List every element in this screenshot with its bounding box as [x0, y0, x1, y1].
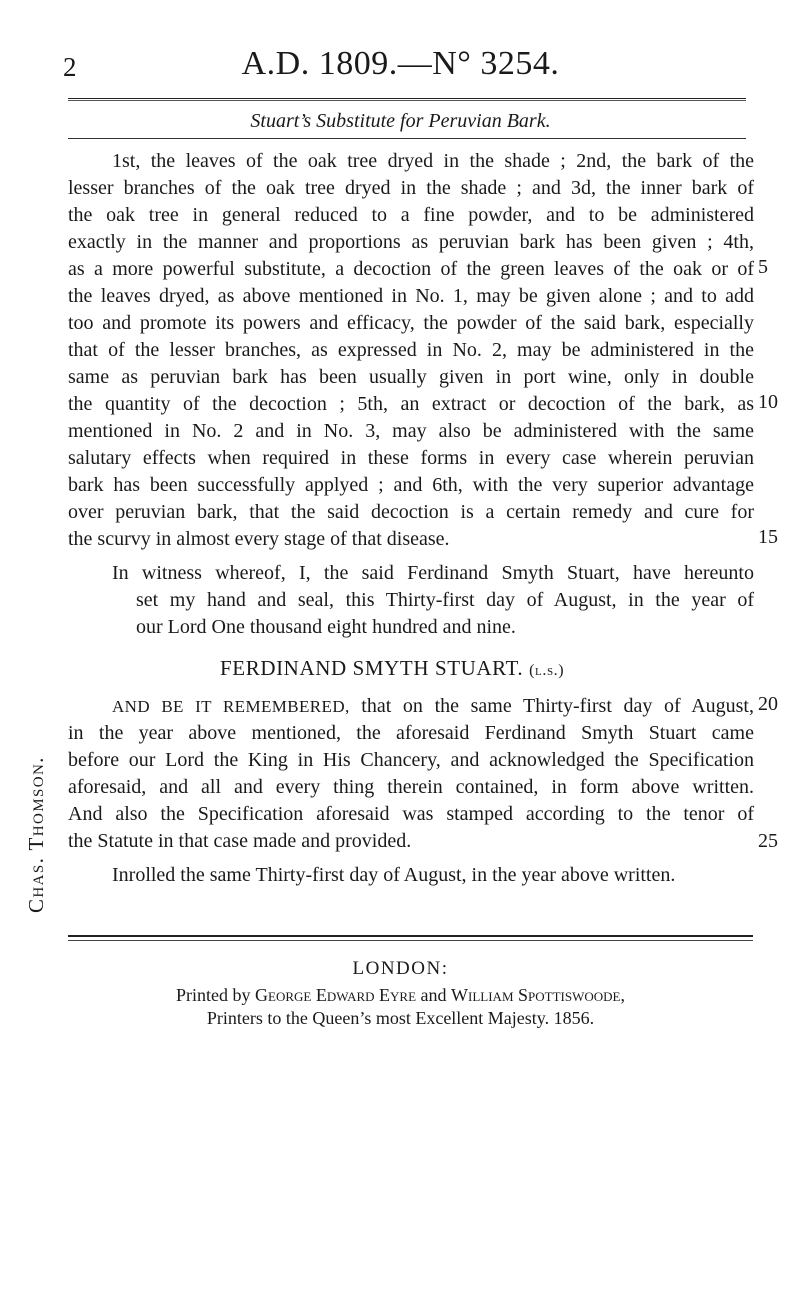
inrolled-line: Inrolled the same Thirty-first day of August, in the year above written. — [112, 864, 676, 886]
para1-line-11: mentioned in No. 2 and in No. 3, may also be administered with the same — [68, 420, 754, 442]
para2-line-2: in the year above mentioned, the aforesaid Ferdinand Smyth Stuart came — [68, 722, 754, 744]
line-number-25: 25 — [758, 830, 778, 852]
imprint-printer-1: George Edward Eyre — [255, 985, 417, 1005]
witness-line-3: our Lord One thousand eight hundred and nine. — [136, 616, 516, 638]
para1-line-8: that of the lesser branches, as expressed in No. 2, may be administered in the — [68, 339, 754, 361]
line-number-20: 20 — [758, 693, 778, 715]
para1-line-12: salutary effects when required in these forms in every case wherein peruvian — [68, 447, 754, 469]
footer-rule — [68, 935, 753, 937]
para2-line-3: before our Lord the King in His Chancery, and acknowledged the Specification — [68, 749, 754, 771]
para1-line-9: same as peruvian bark has been usually given in port wine, only in double — [68, 366, 754, 388]
signature — [220, 656, 564, 681]
para1-line-1: 1st, the leaves of the oak tree dryed in the shade ; 2nd, the bark of the — [112, 150, 754, 172]
footer-rule-thin — [68, 940, 753, 941]
para1-line-13: bark has been successfully applyed ; and 6th, with the very superior advantage — [68, 474, 754, 496]
para1-line-15: the scurvy in almost every stage of that disease. — [68, 528, 450, 550]
page-title: A.D. 1809.—N° 3254. — [241, 45, 560, 82]
imprint-prefix: Printed by — [176, 985, 256, 1005]
para1-line-6: the leaves dryed, as above mentioned in No. 1, may be given alone ; and to add — [68, 285, 754, 307]
subtitle-rule — [68, 138, 746, 139]
remembered-lead: AND BE IT REMEMBERED, — [112, 697, 350, 716]
header-rule — [68, 98, 746, 99]
running-subtitle: Stuart’s Substitute for Peruvian Bark. — [250, 110, 551, 132]
para2-line-5: And also the Specification aforesaid was stamped according to the tenor of — [68, 803, 754, 825]
imprint-printers — [0, 985, 801, 1006]
line-number-5: 5 — [758, 256, 768, 278]
signature-name: FERDINAND SMYTH STUART. — [220, 656, 524, 680]
line-number-10: 10 — [758, 391, 778, 413]
seal-mark: (l.s.) — [529, 662, 565, 679]
para2-line-1-text: that on the same Thirty-first day of August, — [349, 695, 754, 717]
witness-line-1: In witness whereof, I, the said Ferdinand Smyth Stuart, have hereunto — [112, 562, 754, 584]
para1-line-14: over peruvian bark, that the said decoction is a certain remedy and cure for — [68, 501, 754, 523]
line-number-15: 15 — [758, 526, 778, 548]
header-rule-thin — [68, 100, 746, 101]
imprint-and: and — [416, 985, 452, 1005]
para2-line-6: the Statute in that case made and provided. — [68, 830, 412, 852]
para1-line-3: the oak tree in general reduced to a fine powder, and to be administered — [68, 204, 754, 226]
para2-line-1 — [112, 693, 754, 720]
side-note-text: Chas. Thomson. — [24, 756, 48, 913]
para1-line-5: as a more powerful substitute, a decoction of the green leaves of the oak or of — [68, 258, 754, 280]
imprint-printer-2: William Spottiswoode, — [451, 985, 625, 1005]
witness-line-2: set my hand and seal, this Thirty-first day of August, in the year of — [136, 589, 754, 611]
imprint-majesty: Printers to the Queen’s most Excellent Majesty. 1856. — [206, 1008, 595, 1028]
para1-line-7: too and promote its powers and efficacy, the powder of the said bark, especially — [68, 312, 754, 334]
para2-line-4: aforesaid, and all and every thing therein contained, in form above written. — [68, 776, 754, 798]
page-number: 2 — [63, 52, 77, 82]
imprint-city: LONDON: — [352, 958, 449, 979]
para1-line-2: lesser branches of the oak tree dryed in the shade ; and 3d, the inner bark of — [68, 177, 754, 199]
para1-line-10: the quantity of the decoction ; 5th, an extract or decoction of the bark, as — [68, 393, 754, 415]
side-note — [24, 713, 52, 913]
para1-line-4: exactly in the manner and proportions as peruvian bark has been given ; 4th, — [68, 231, 754, 253]
